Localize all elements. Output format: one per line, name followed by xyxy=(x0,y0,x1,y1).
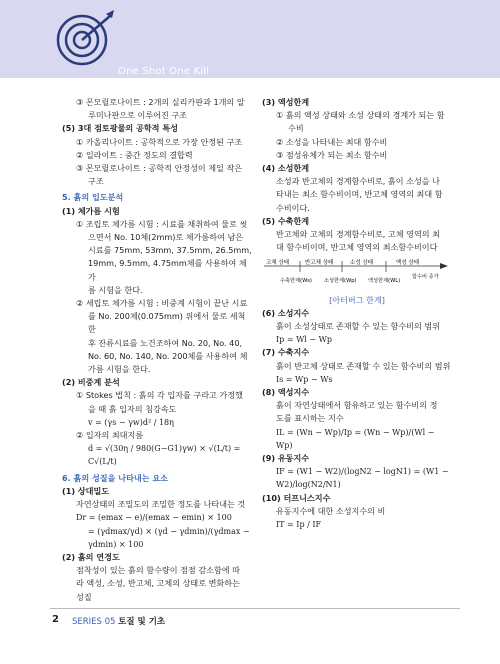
text-line: 대 함수비이며, 반고체 영역의 최소함수비이다 xyxy=(276,242,438,253)
text-line: 름 시험을 한다. xyxy=(88,284,143,295)
section-heading: (5) 수축한계 xyxy=(262,215,310,226)
series-label xyxy=(72,615,165,627)
series-number: SERIES 05 xyxy=(72,617,116,627)
text-line: 수비이다. xyxy=(276,202,310,213)
series-title: 토질 및 기초 xyxy=(118,617,166,627)
text-line: 으면서 No. 10체(2mm)로 체가름하여 남은 xyxy=(88,232,244,243)
section-heading: (5) 3대 점토광물의 공학적 특성 xyxy=(62,123,178,134)
text-line: 구조 xyxy=(88,176,104,187)
text-line: ① 조립토 체가름 시험 : 시료를 채취하여 물로 씻 xyxy=(76,218,248,229)
text-line: 성질 xyxy=(76,591,92,602)
state-label: 반고체 상태 xyxy=(305,260,334,267)
text-line: 라 액성, 소성, 반고체, 고체의 상태로 변화하는 xyxy=(76,578,240,589)
text-line: ① Stokes 법칙 : 흙의 각 입자를 구라고 가정했 xyxy=(76,390,243,401)
limit-label: 액성한계(WL) xyxy=(368,278,401,285)
section-heading: (2) 비중계 분석 xyxy=(62,377,120,388)
target-icon xyxy=(52,8,122,70)
chapter-heading: 5. 흙의 입도분석 xyxy=(62,192,124,203)
text-line: ③ 몬모릴로나이트 : 2개의 실리카판과 1개의 알 xyxy=(76,97,245,107)
diameter-formula: d = √(30η / 980(G−G1)γw) × √(L/t) = C√(L/t) xyxy=(88,444,241,467)
page-header xyxy=(0,0,500,78)
text-line: ③ 점성유체가 되는 최소 함수비 xyxy=(276,149,388,160)
text-line: No. 60, No. 140, No. 200체를 사용하여 체 xyxy=(88,350,248,361)
right-column xyxy=(262,96,452,531)
text-line: ① 흙의 액성 상태와 소성 상태의 경계가 되는 함 xyxy=(276,110,445,121)
atterberg-diagram xyxy=(262,258,452,286)
text-line: 유동지수에 대한 소성지수의 비 xyxy=(276,505,386,516)
text-line: 루미나판으로 이루어진 구조 xyxy=(88,110,187,121)
text-line: ① 카올리나이트 : 공학적으로 가장 안정된 구조 xyxy=(76,136,243,147)
state-label: 소성 상태 xyxy=(350,260,374,267)
text-line: 가름 시험을 한다. xyxy=(88,364,151,375)
chapter-heading: 6. 흙의 성질을 나타내는 요소 xyxy=(62,472,168,483)
section-heading: (6) 소성지수 xyxy=(262,307,310,318)
section-heading: (8) 액성지수 xyxy=(262,387,310,398)
text-line: 자연상태의 조밀도의 조밀한 정도를 나타내는 것 xyxy=(76,499,246,510)
text-line: ③ 몬모릴로나이트 : 공학적 안정성이 제일 작은 xyxy=(76,163,243,174)
section-heading: (2) 흙의 연경도 xyxy=(62,551,120,562)
text-line: 19mm, 9.5mm, 4.75mm체를 사용하여 체가 xyxy=(88,258,247,282)
section-heading: (1) 상대밀도 xyxy=(62,485,110,496)
diagram-caption: [아터버그 한계] xyxy=(329,294,385,305)
text-line: 수비 xyxy=(288,123,304,134)
text-line: ② 세립토 체가름 시험 : 비중계 시험이 끝난 시료 xyxy=(76,298,248,309)
limit-label: 소성한계(Wp) xyxy=(324,278,357,285)
section-heading: (1) 체가름 시험 xyxy=(62,205,120,216)
state-label: 고체 상태 xyxy=(266,260,290,267)
axis-label: 함수비 증가 xyxy=(412,274,439,281)
relative-density-formula-2: = (γdmax/γd) × (γd − γdmin)/(γdmax − γdmin) × 100 xyxy=(88,526,250,549)
text-line: 를 No. 200체(0.075mm) 위에서 물로 세척한 xyxy=(88,311,246,335)
text-line: ② 일라이트 : 중간 정도의 결합력 xyxy=(76,149,193,160)
section-heading: (10) 터프니스지수 xyxy=(262,492,331,503)
text-line: 시료를 75mm, 53mm, 37.5mm, 26.5mm, xyxy=(88,245,252,256)
relative-density-formula: Dr = (emax − e)/(emax − emin) × 100 xyxy=(76,513,232,523)
section-heading: (3) 액성한계 xyxy=(262,97,310,107)
liquidity-index-formula: IL = (Wn − Wp)/Ip = (Wn − Wp)/(Wl − Wp) xyxy=(276,427,435,450)
text-line: 타내는 최소 함수비이며, 반고체 영역의 최대 함 xyxy=(276,189,443,200)
text-line: 점착성이 있는 흙의 함수량이 점점 감소함에 따 xyxy=(76,565,240,576)
text-line: 후 잔류시료를 노건조하여 No. 20, No. 40, xyxy=(88,337,243,348)
text-line: 흙이 소성상태로 존재할 수 있는 함수비의 범위 xyxy=(276,321,440,332)
brand-slogan: One Shot One Kill xyxy=(118,66,210,77)
toughness-index-formula: IT = Ip / IF xyxy=(276,520,322,530)
text-line: 도를 표시하는 지수 xyxy=(276,413,344,424)
text-line: 소성과 반고체의 경계함수비로, 흙이 소성을 나 xyxy=(276,176,440,187)
stokes-formula: v = (γs − γw)d² / 18η xyxy=(88,417,174,427)
state-label: 액성 상태 xyxy=(396,260,420,267)
text-line: ② 입자의 최대지름 xyxy=(76,430,144,441)
section-heading: (9) 유동지수 xyxy=(262,453,310,464)
plasticity-index-formula: Ip = Wl − Wp xyxy=(276,335,332,345)
text-line: ② 소성을 나타내는 최대 함수비 xyxy=(276,136,388,147)
shrinkage-index-formula: Is = Wp − Ws xyxy=(276,374,333,384)
left-column xyxy=(62,96,252,604)
text-line: 반고체와 고체의 경계함수비로, 고체 영역의 최 xyxy=(276,229,440,240)
text-line: 흙이 자연상태에서 함유하고 있는 함수비의 정 xyxy=(276,400,438,411)
flow-index-formula: IF = (W1 − W2)/(logN2 − logN1) = (W1 − W2)/log(N2/N1) xyxy=(276,467,449,490)
section-heading: (7) 수축지수 xyxy=(262,347,310,358)
section-heading: (4) 소성한계 xyxy=(262,163,310,174)
text-line: 흙이 반고체 상태로 존재할 수 있는 함수비의 범위 xyxy=(276,360,451,371)
text-line: 을 때 흙 입자의 침강속도 xyxy=(88,403,177,414)
limit-label: 수축한계(Ws) xyxy=(280,278,312,285)
page-number: 2 xyxy=(52,614,59,625)
